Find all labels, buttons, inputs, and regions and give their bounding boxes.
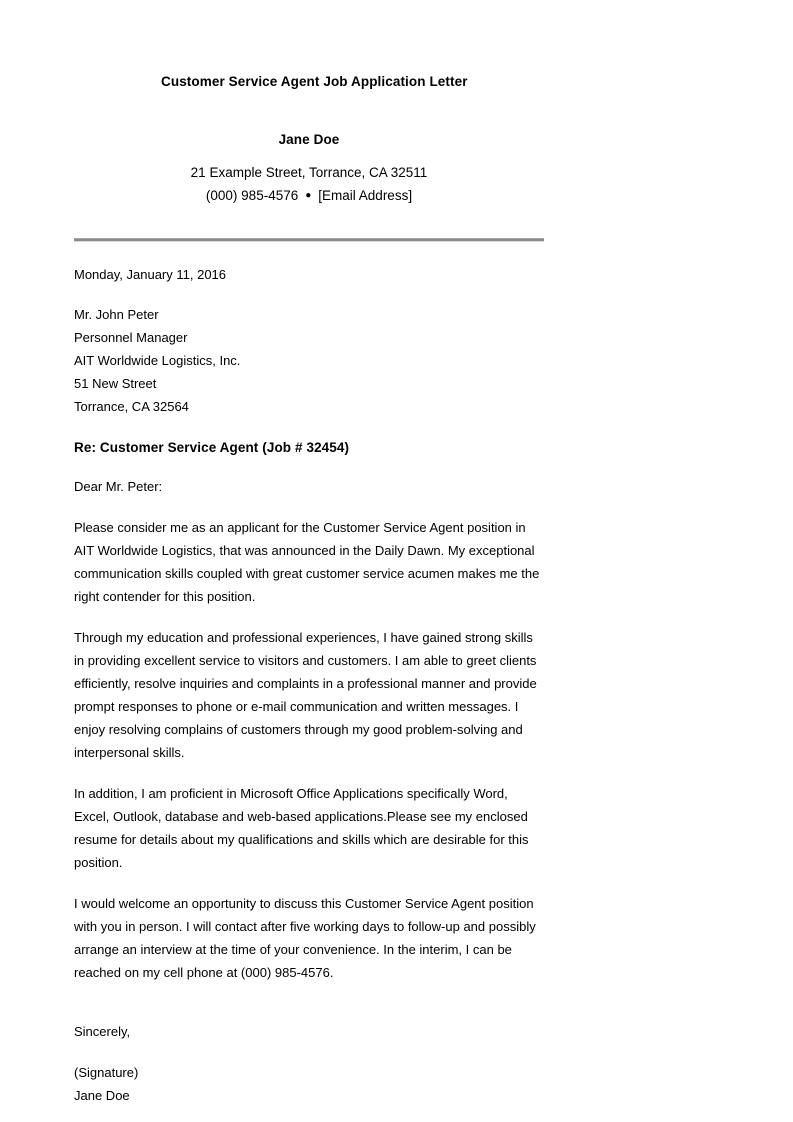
horizontal-rule-divider — [74, 238, 544, 242]
salutation: Dear Mr. Peter: — [74, 479, 163, 494]
body-paragraph: In addition, I am proficient in Microsoft Office Applications specifically Word, Excel, Outlook, database and web-based applications.Please see my enclosed resume for details about my qualifications and skills which are desirable for this position. — [74, 786, 529, 870]
body-paragraph: I would welcome an opportunity to discuss this Customer Service Agent position with you in person. I will contact after five working days to follow-up and possibly arrange an interview at the time of your convenience. In the interim, I can be reached on my cell phone at (000) 985-4576. — [74, 896, 536, 980]
signer-name: Jane Doe — [74, 1088, 130, 1103]
letterhead-block — [74, 128, 544, 208]
bullet-separator-icon: ● — [305, 189, 312, 201]
letter-date: Monday, January 11, 2016 — [74, 267, 227, 282]
sender-address: 21 Example Street, Torrance, CA 32511 — [190, 165, 428, 180]
page-title: Customer Service Agent Job Application Letter — [161, 74, 468, 89]
recipient-line: Personnel Manager — [74, 330, 188, 345]
sender-email: [Email Address] — [318, 188, 413, 203]
body-paragraph: Through my education and professional experiences, I have gained strong skills in providing excellent service to visitors and customers. I am able to greet clients efficiently, resolve inquiries and complaints in a professional manner and provide prompt responses to phone or e-mail communication and written messages. I enjoy resolving complains of customers through my good problem-solving and interpersonal skills. — [74, 630, 537, 760]
subject-line: Re: Customer Service Agent (Job # 32454) — [74, 440, 350, 455]
signature-placeholder: (Signature) — [74, 1065, 139, 1080]
body-paragraph: Please consider me as an applicant for the Customer Service Agent position in AIT Worldwide Logistics, that was announced in the Daily Dawn. My exceptional communication skills coupled with great customer service acumen makes me the right contender for this position. — [74, 520, 540, 604]
letter-body — [74, 263, 544, 1107]
recipient-line: AIT Worldwide Logistics, Inc. — [74, 353, 241, 368]
recipient-address-block — [74, 303, 544, 418]
recipient-line: 51 New Street — [74, 376, 157, 391]
signature-block — [74, 1061, 544, 1107]
closing-salutation: Sincerely, — [74, 1024, 131, 1039]
sender-name: Jane Doe — [278, 132, 340, 147]
recipient-line: Mr. John Peter — [74, 307, 159, 322]
recipient-line: Torrance, CA 32564 — [74, 399, 189, 414]
sender-contact-line — [74, 184, 544, 208]
sender-phone: (000) 985-4576 — [205, 188, 299, 203]
